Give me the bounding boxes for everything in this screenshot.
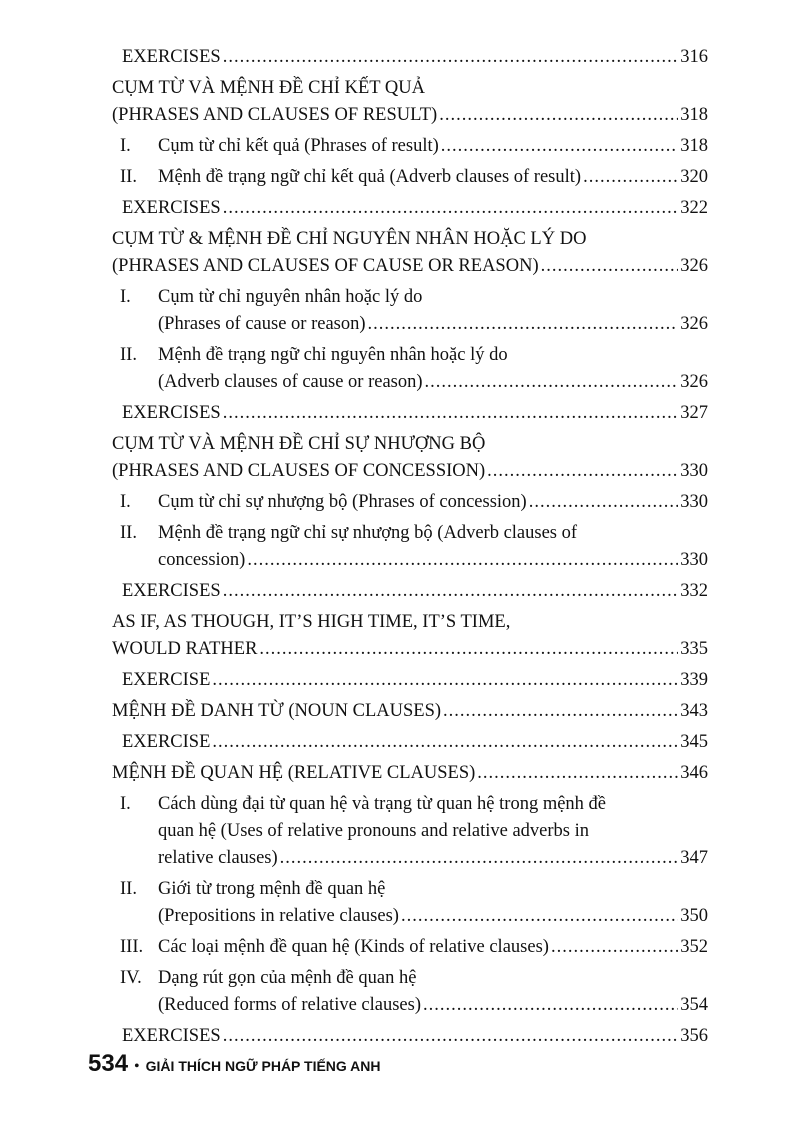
toc-item	[112, 791, 708, 872]
dot-leader	[212, 667, 678, 694]
item-label: Mệnh đề trạng ngữ chỉ nguyên nhân hoặc lý do	[158, 345, 508, 365]
dot-leader	[212, 729, 678, 756]
section-title: CỤM TỪ VÀ MỆNH ĐỀ CHỈ SỰ NHƯỢNG BỘ	[112, 434, 486, 454]
page-number: 346	[680, 763, 708, 783]
footer-book-title: GIẢI THÍCH NGỮ PHÁP TIẾNG ANH	[145, 1058, 381, 1074]
item-label: (Adverb clauses of cause or reason)	[158, 372, 423, 392]
page-number: 330	[680, 550, 708, 570]
item-label: (Reduced forms of relative clauses)	[158, 995, 422, 1015]
page-number: 318	[680, 105, 708, 125]
page-number: 356	[680, 1026, 708, 1046]
toc-item	[112, 934, 708, 961]
dot-leader	[223, 1023, 679, 1050]
entry-label: EXERCISES	[122, 581, 221, 601]
page-number: 316	[680, 47, 708, 67]
page-number: 339	[680, 670, 708, 690]
entry-label: EXERCISES	[122, 403, 221, 423]
section-title: CỤM TỪ & MỆNH ĐỀ CHỈ NGUYÊN NHÂN HOẶC LÝ DO	[112, 229, 587, 249]
toc-entry-exercise	[112, 729, 708, 756]
toc-section-cause	[112, 226, 708, 427]
toc-item	[112, 489, 708, 516]
item-number: II.	[120, 167, 137, 187]
item-label: Các loại mệnh đề quan hệ (Kinds of relative clauses)	[158, 937, 549, 957]
section-subtitle-line	[112, 458, 708, 485]
entry-label: EXERCISE	[122, 670, 211, 690]
section-title: CỤM TỪ VÀ MỆNH ĐỀ CHỈ KẾT QUẢ	[112, 78, 425, 98]
entry-label: EXERCISE	[122, 732, 211, 752]
section-title: AS IF, AS THOUGH, IT’S HIGH TIME, IT’S TIME,	[112, 612, 511, 632]
table-of-contents	[112, 44, 708, 1054]
section-subtitle: (PHRASES AND CLAUSES OF CONCESSION)	[112, 461, 486, 481]
toc-item	[112, 965, 708, 1019]
item-number: II.	[120, 879, 137, 899]
item-number: I.	[120, 794, 131, 814]
page-number: 326	[680, 256, 708, 276]
page-number: 347	[680, 848, 708, 868]
item-number: I.	[120, 136, 131, 156]
page-number: 352	[680, 937, 708, 957]
entry-label: EXERCISES	[122, 1026, 221, 1046]
item-label: Cụm từ chỉ kết quả (Phrases of result)	[158, 136, 439, 156]
item-label: Mệnh đề trạng ngữ chỉ sự nhượng bộ (Adverb clauses of	[158, 523, 578, 543]
footer-page-number: 534	[88, 1050, 129, 1077]
section-subtitle: (PHRASES AND CLAUSES OF CAUSE OR REASON)	[112, 256, 539, 276]
item-number: II.	[120, 345, 137, 365]
page-number: 335	[680, 639, 708, 659]
dot-leader	[247, 547, 678, 574]
dot-leader	[223, 400, 679, 427]
dot-leader	[439, 102, 678, 129]
item-label: relative clauses)	[158, 848, 278, 868]
item-label: concession)	[158, 550, 246, 570]
page-footer	[88, 1050, 381, 1078]
section-subtitle-line	[112, 636, 708, 663]
dot-leader	[223, 578, 679, 605]
toc-item	[112, 520, 708, 574]
toc-section-noun-clauses	[112, 698, 708, 756]
page-number: 330	[680, 461, 708, 481]
toc-entry-exercises	[112, 578, 708, 605]
item-number: I.	[120, 492, 131, 512]
page-number: 318	[680, 136, 708, 156]
toc-section-concession	[112, 431, 708, 605]
item-label: Cụm từ chỉ sự nhượng bộ (Phrases of concession)	[158, 492, 527, 512]
section-subtitle-line	[112, 253, 708, 280]
section-subtitle-line	[112, 102, 708, 129]
dot-leader	[541, 253, 679, 280]
dot-leader	[223, 44, 679, 71]
page-number: 350	[680, 906, 708, 926]
toc-entry-exercise	[112, 667, 708, 694]
page-number: 326	[680, 372, 708, 392]
dot-leader	[477, 760, 678, 787]
entry-label: EXERCISES	[122, 47, 221, 67]
page-number: 327	[680, 403, 708, 423]
dot-leader	[551, 934, 678, 961]
dot-leader	[487, 458, 678, 485]
toc-section-as-if	[112, 609, 708, 694]
toc-item	[112, 133, 708, 160]
toc-entry-exercises	[112, 400, 708, 427]
page-number: 343	[680, 701, 708, 721]
section-subtitle: (PHRASES AND CLAUSES OF RESULT)	[112, 105, 438, 125]
section-title-line	[112, 698, 708, 725]
section-title: MỆNH ĐỀ DANH TỪ (NOUN CLAUSES)	[112, 701, 442, 721]
section-title: MỆNH ĐỀ QUAN HỆ (RELATIVE CLAUSES)	[112, 763, 476, 783]
item-number: IV.	[120, 968, 142, 988]
dot-leader	[529, 489, 679, 516]
item-label: Cụm từ chỉ nguyên nhân hoặc lý do	[158, 287, 423, 307]
item-label: quan hệ (Uses of relative pronouns and relative adverbs in	[158, 821, 590, 841]
section-subtitle: WOULD RATHER	[112, 639, 258, 659]
page-number: 320	[680, 167, 708, 187]
toc-section-result	[112, 75, 708, 222]
page-number: 322	[680, 198, 708, 218]
toc-section-relative-clauses	[112, 760, 708, 1050]
page-number: 354	[680, 995, 708, 1015]
entry-label: EXERCISES	[122, 198, 221, 218]
dot-leader	[223, 195, 679, 222]
page-number: 345	[680, 732, 708, 752]
item-number: III.	[120, 937, 144, 957]
item-number: I.	[120, 287, 131, 307]
toc-entry-exercises	[112, 195, 708, 222]
toc-item	[112, 164, 708, 191]
dot-leader	[368, 311, 679, 338]
item-number: II.	[120, 523, 137, 543]
dot-leader	[425, 369, 679, 396]
dot-leader	[280, 845, 679, 872]
item-label: Giới từ trong mệnh đề quan hệ	[158, 879, 386, 899]
page-number: 330	[680, 492, 708, 512]
item-label: (Prepositions in relative clauses)	[158, 906, 399, 926]
dot-leader	[583, 164, 678, 191]
toc-item	[112, 342, 708, 396]
item-label: Mệnh đề trạng ngữ chỉ kết quả (Adverb clauses of result)	[158, 167, 582, 187]
section-title-line	[112, 760, 708, 787]
page-number: 326	[680, 314, 708, 334]
toc-entry-exercises	[112, 1023, 708, 1050]
item-label: (Phrases of cause or reason)	[158, 314, 366, 334]
toc-item	[112, 876, 708, 930]
dot-leader	[443, 698, 678, 725]
footer-bullet: •	[134, 1058, 140, 1075]
dot-leader	[423, 992, 678, 1019]
toc-entry-exercises	[112, 44, 708, 71]
toc-item	[112, 284, 708, 338]
item-label: Dạng rút gọn của mệnh đề quan hệ	[158, 968, 417, 988]
dot-leader	[401, 903, 678, 930]
dot-leader	[441, 133, 678, 160]
page-number: 332	[680, 581, 708, 601]
dot-leader	[259, 636, 678, 663]
item-label: Cách dùng đại từ quan hệ và trạng từ quan hệ trong mệnh đề	[158, 794, 607, 814]
